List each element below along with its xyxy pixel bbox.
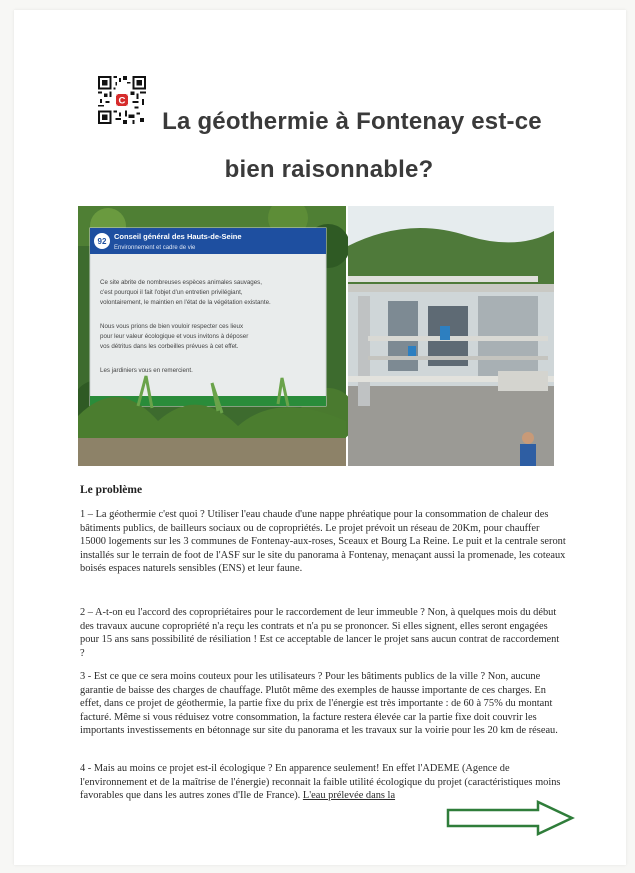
paragraph-3: 3 - Est ce que ce sera moins couteux pour les utilisateurs ? Pour les bâtiments publics de la ville ? Non, aucune garantie de baisse des charges de chauffage. Plutôt même des exemples de hausse importante de ces charges. En effet, dans ce projet de géothermie, la partie fixe du prix de l'énergie est très importante : de 60 à 75% du montant facturé. Même si vous réduisez votre consommation, la facture restera élevée car la partie fixe doit couvrir les importants investissements en bétonnage sur site du panorama et les travaux sur la voirie pour les 20 km de réseau. — [80, 671, 558, 737]
sign-header-number: 92 — [97, 237, 107, 246]
photos-strip — [78, 206, 554, 466]
sign-body-line4: Nous vous prions de bien vouloir respecter ces lieux — [100, 323, 244, 330]
svg-text:C: C — [118, 95, 126, 107]
sign-body-line5: pour leur valeur écologique et vous invitons à déposer — [100, 333, 249, 340]
sign-header-line2: Environnement et cadre de vie — [114, 245, 196, 251]
sign-body-line1: Ce site abrite de nombreuses espèces animales sauvages, — [100, 279, 262, 286]
paragraph-4-text: 4 - Mais au moins ce projet est-il écologique ? En apparence seulement! En effet l'ADEME (Agence de l'environnement et de la maîtrise de l'énergie) reconnait la faible utilité écologique du projet (caractéristiques moins favorables que dans les autres zones d'Ile de France). — [80, 763, 561, 802]
sign-body-line2: c'est pourquoi il fait l'objet d'un entretien privilégiant, — [100, 289, 243, 296]
plant-photo — [348, 206, 554, 466]
paragraph-2: 2 – A-t-on eu l'accord des copropriétaires pour le raccordement de leur immeuble ? Non, à quelques mois du début des travaux aucune copropriété n'a reçu les contrats et n'a pu se prononcer. Si elles signent, elles seront engagées pour 15 ans sans possibilité de résiliation ! Est ce acceptable de lancer le projet sans aucun contrat de raccordement ? — [80, 607, 560, 659]
section-heading: Le problème — [80, 484, 143, 496]
next-page-arrow-icon[interactable] — [446, 800, 576, 836]
document-page — [14, 10, 626, 865]
title-line-1: La géothermie à Fontenay est-ce — [162, 108, 542, 135]
sign-body-line6: vos détritus dans les corbeilles prévues à cet effet. — [100, 343, 239, 350]
sign-photo — [78, 206, 356, 466]
title-line-2: bien raisonnable? — [224, 156, 434, 183]
paragraph-4-continued: L'eau prélevée dans la — [302, 790, 396, 802]
sign-body-line7: Les jardiniers vous en remercient. — [100, 367, 193, 374]
sign-header-line1: Conseil général des Hauts-de-Seine — [114, 232, 242, 241]
sign-body-line3: volontairement, le maintien en l'état de la végétation existante. — [100, 299, 271, 306]
paragraph-4 — [80, 762, 566, 803]
paragraph-1: 1 – La géothermie c'est quoi ? Utiliser l'eau chaude d'une nappe phréatique pour la consommation de chaleur des bâtiments publics, de bailleurs sociaux ou de copropriétés. Le projet prévoit un réseau de 20Km, pour chauffer 15000 logements sur les 3 communes de Fontenay-aux-roses, Sceaux et Bourg La Reine. Le puit et la centrale seront installés sur le terrain de foot de l'ASF sur le site du panorama à Fontenay, menaçant aussi la promenade, les coteaux boisés espaces naturels sensibles (ENS) et leur faune. — [80, 509, 566, 575]
